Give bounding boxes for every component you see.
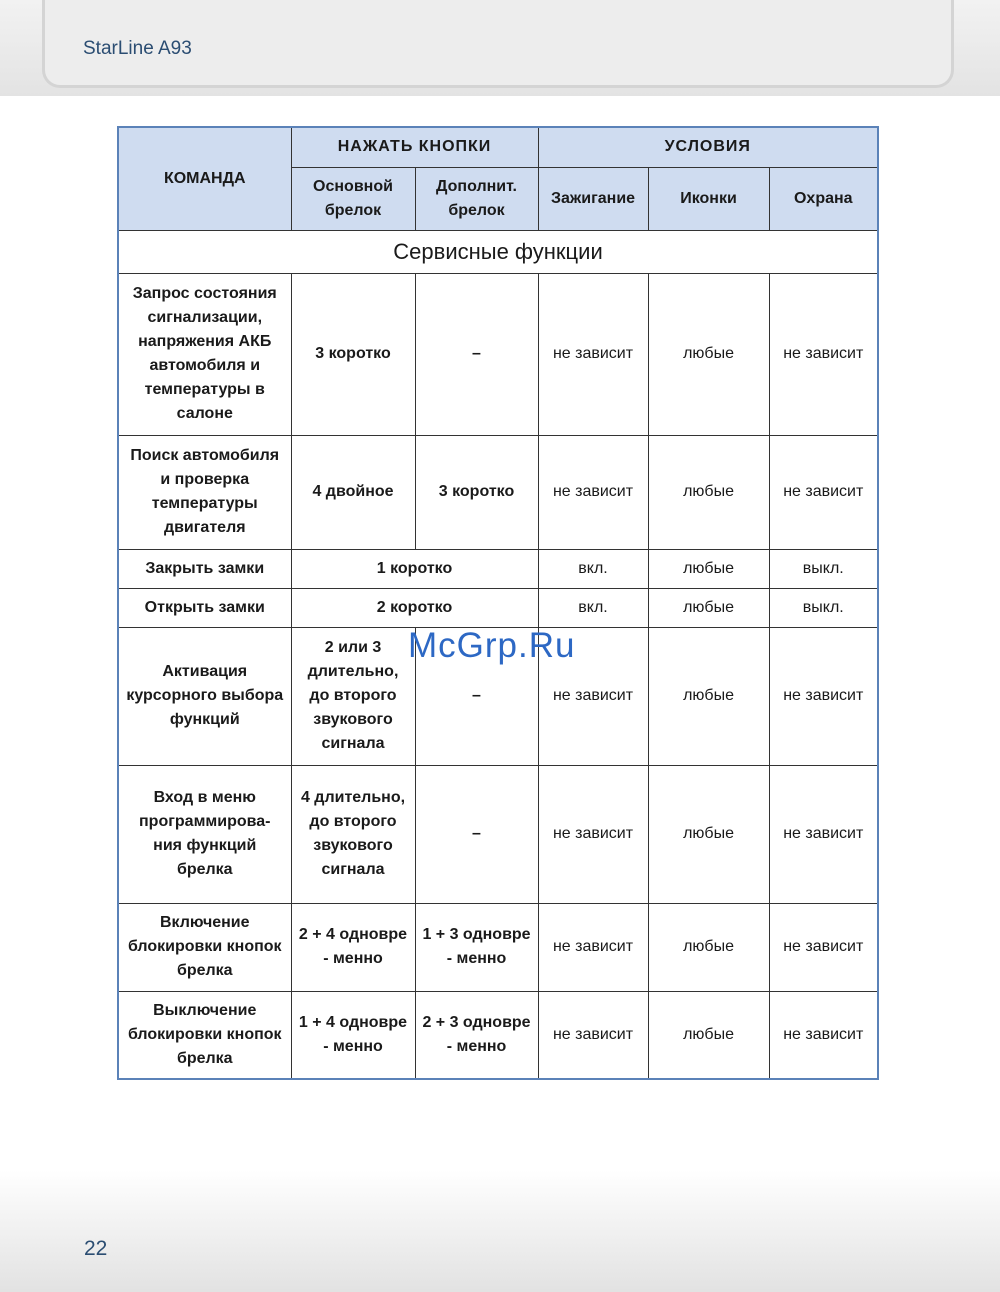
table-row [118, 765, 878, 903]
icons-cell: любые [648, 765, 769, 903]
icons-cell: любые [648, 588, 769, 627]
header-row-1 [118, 127, 878, 167]
command-cell: Выключение блокировки кнопок брелка [118, 991, 291, 1079]
main-fob-cell: 1 + 4 одновре - менно [291, 991, 415, 1079]
watermark: McGrp.Ru [408, 626, 576, 665]
table-row [118, 991, 878, 1079]
ignition-cell: не зависит [538, 903, 648, 991]
command-cell: Закрыть замки [118, 549, 291, 588]
table-row [118, 435, 878, 549]
ignition-cell: не зависит [538, 991, 648, 1079]
ignition-cell: вкл. [538, 549, 648, 588]
group-press-buttons: НАЖАТЬ КНОПКИ [291, 127, 538, 167]
guard-cell: не зависит [769, 765, 878, 903]
col-icons: Иконки [648, 167, 769, 230]
col-extra-fob: Дополнит. брелок [415, 167, 538, 230]
guard-cell: не зависит [769, 273, 878, 435]
icons-cell: любые [648, 549, 769, 588]
guard-cell: не зависит [769, 991, 878, 1079]
command-cell: Поиск автомобиля и проверка температуры двигателя [118, 435, 291, 549]
icons-cell: любые [648, 991, 769, 1079]
group-conditions: УСЛОВИЯ [538, 127, 878, 167]
command-cell: Вход в меню программирова-ния функций брелка [118, 765, 291, 903]
section-title: Сервисные функции [118, 230, 878, 273]
main-fob-cell: 4 двойное [291, 435, 415, 549]
ignition-cell: не зависит [538, 435, 648, 549]
col-command: КОМАНДА [118, 127, 291, 230]
ignition-cell: не зависит [538, 765, 648, 903]
commands-table [117, 126, 879, 1080]
extra-fob-cell: – [415, 765, 538, 903]
section-row [118, 230, 878, 273]
ignition-cell: не зависит [538, 627, 648, 765]
main-fob-cell: 4 длительно, до второго звукового сигнала [291, 765, 415, 903]
extra-fob-cell: – [415, 627, 538, 765]
icons-cell: любые [648, 435, 769, 549]
main-fob-cell: 3 коротко [291, 273, 415, 435]
table-row [118, 273, 878, 435]
extra-fob-cell: – [415, 273, 538, 435]
guard-cell: не зависит [769, 435, 878, 549]
extra-fob-cell: 1 + 3 одновре - менно [415, 903, 538, 991]
page-number: 22 [84, 1237, 108, 1260]
guard-cell: выкл. [769, 588, 878, 627]
ignition-cell: не зависит [538, 273, 648, 435]
icons-cell: любые [648, 273, 769, 435]
command-cell: Открыть замки [118, 588, 291, 627]
icons-cell: любые [648, 627, 769, 765]
ignition-cell: вкл. [538, 588, 648, 627]
col-ignition: Зажигание [538, 167, 648, 230]
main-fob-cell: 2 + 4 одновре - менно [291, 903, 415, 991]
table-row [118, 549, 878, 588]
guard-cell: не зависит [769, 627, 878, 765]
guard-cell: не зависит [769, 903, 878, 991]
command-cell: Активация курсорного выбора функций [118, 627, 291, 765]
brand-title: StarLine A93 [83, 38, 192, 59]
table-row [118, 903, 878, 991]
icons-cell: любые [648, 903, 769, 991]
footer-band [0, 1170, 1000, 1292]
extra-fob-cell: 2 + 3 одновре - менно [415, 991, 538, 1079]
both-fobs-cell: 1 коротко [291, 549, 538, 588]
command-cell: Запрос состояния сигнализации, напряжения АКБ автомобиля и температуры в салоне [118, 273, 291, 435]
col-main-fob: Основной брелок [291, 167, 415, 230]
both-fobs-cell: 2 коротко [291, 588, 538, 627]
extra-fob-cell: 3 коротко [415, 435, 538, 549]
col-guard: Охрана [769, 167, 878, 230]
command-cell: Включение блокировки кнопок брелка [118, 903, 291, 991]
guard-cell: выкл. [769, 549, 878, 588]
main-fob-cell: 2 или 3 длительно, до второго звукового сигнала [291, 627, 415, 765]
table-row [118, 588, 878, 627]
